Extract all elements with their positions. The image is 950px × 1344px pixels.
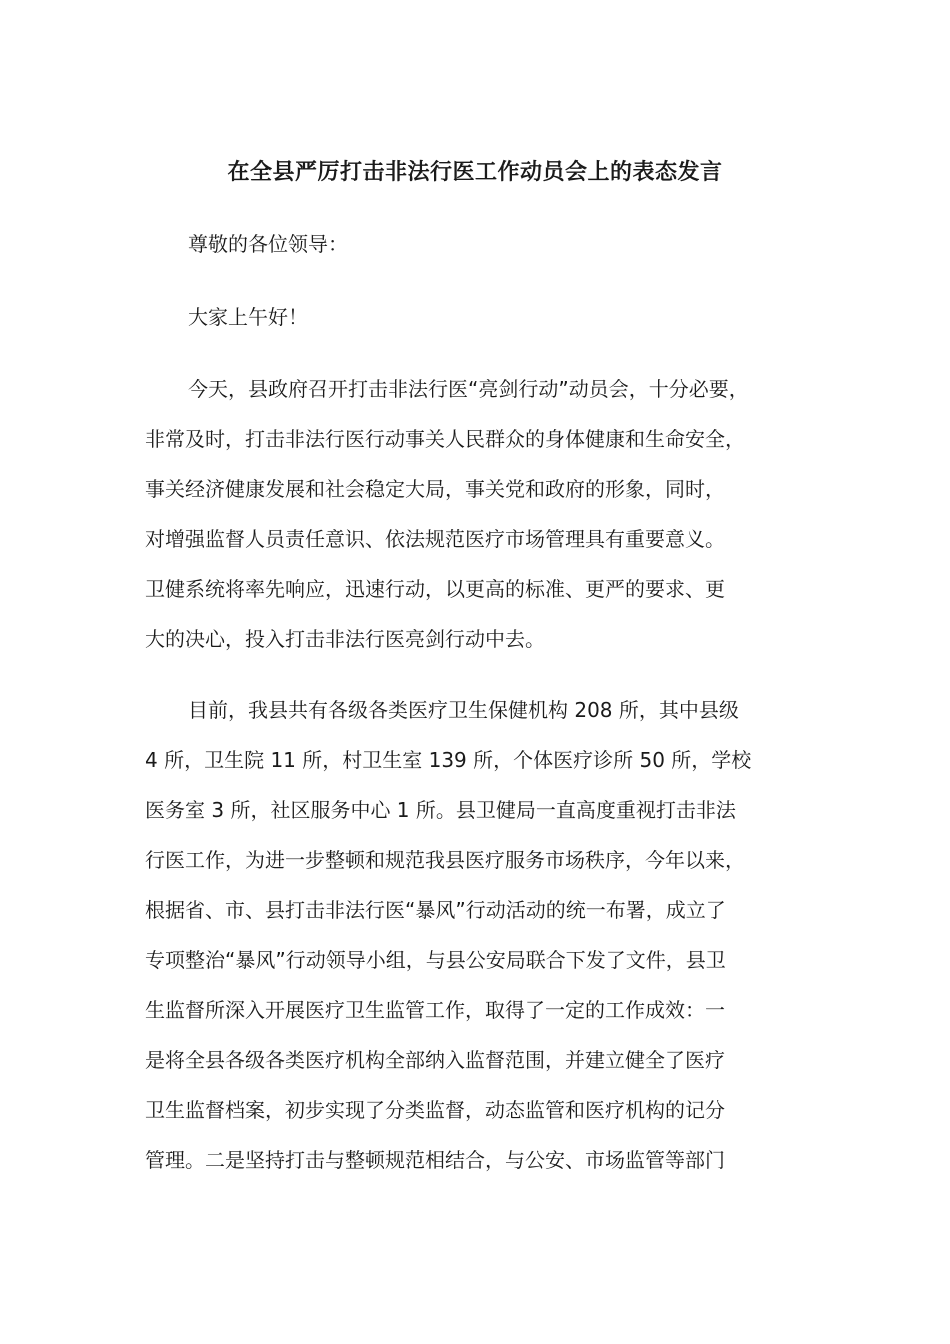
paragraph-line: 4 所，卫生院 11 所，村卫生室 139 所，个体医疗诊所 50 所，学校	[145, 748, 752, 772]
paragraph-line: 根据省、市、县打击非法行医“暴风”行动活动的统一布署，成立了	[145, 898, 726, 922]
paragraph-line: 医务室 3 所，社区服务中心 1 所。县卫健局一直高度重视打击非法	[145, 798, 736, 822]
paragraph-line: 今天，县政府召开打击非法行医“亮剑行动”动员会，十分必要，	[188, 377, 749, 401]
paragraph-line: 大的决心，投入打击非法行医亮剑行动中去。	[145, 627, 545, 651]
document-title: 在全县严厉打击非法行医工作动员会上的表态发言	[227, 160, 723, 185]
salutation: 尊敬的各位领导：	[188, 232, 348, 256]
paragraph-line: 卫生监督档案，初步实现了分类监督，动态监管和医疗机构的记分	[145, 1098, 725, 1122]
paragraph-line: 目前，我县共有各级各类医疗卫生保健机构 208 所，其中县级	[188, 698, 739, 722]
paragraph-line: 专项整治“暴风”行动领导小组，与县公安局联合下发了文件，县卫	[145, 948, 726, 972]
paragraph-line: 生监督所深入开展医疗卫生监管工作，取得了一定的工作成效：一	[145, 998, 725, 1022]
paragraph-line: 行医工作，为进一步整顿和规范我县医疗服务市场秩序，今年以来，	[145, 848, 745, 872]
paragraph-line: 卫健系统将率先响应，迅速行动，以更高的标准、更严的要求、更	[145, 577, 725, 601]
greeting: 大家上午好！	[188, 305, 308, 329]
paragraph-line: 事关经济健康发展和社会稳定大局，事关党和政府的形象，同时，	[145, 477, 725, 501]
paragraph-line: 是将全县各级各类医疗机构全部纳入监督范围，并建立健全了医疗	[145, 1048, 725, 1072]
paragraph-line: 非常及时，打击非法行医行动事关人民群众的身体健康和生命安全，	[145, 427, 745, 451]
paragraph-line: 对增强监督人员责任意识、依法规范医疗市场管理具有重要意义。	[145, 527, 725, 551]
paragraph-line: 管理。二是坚持打击与整顿规范相结合，与公安、市场监管等部门	[145, 1148, 725, 1172]
